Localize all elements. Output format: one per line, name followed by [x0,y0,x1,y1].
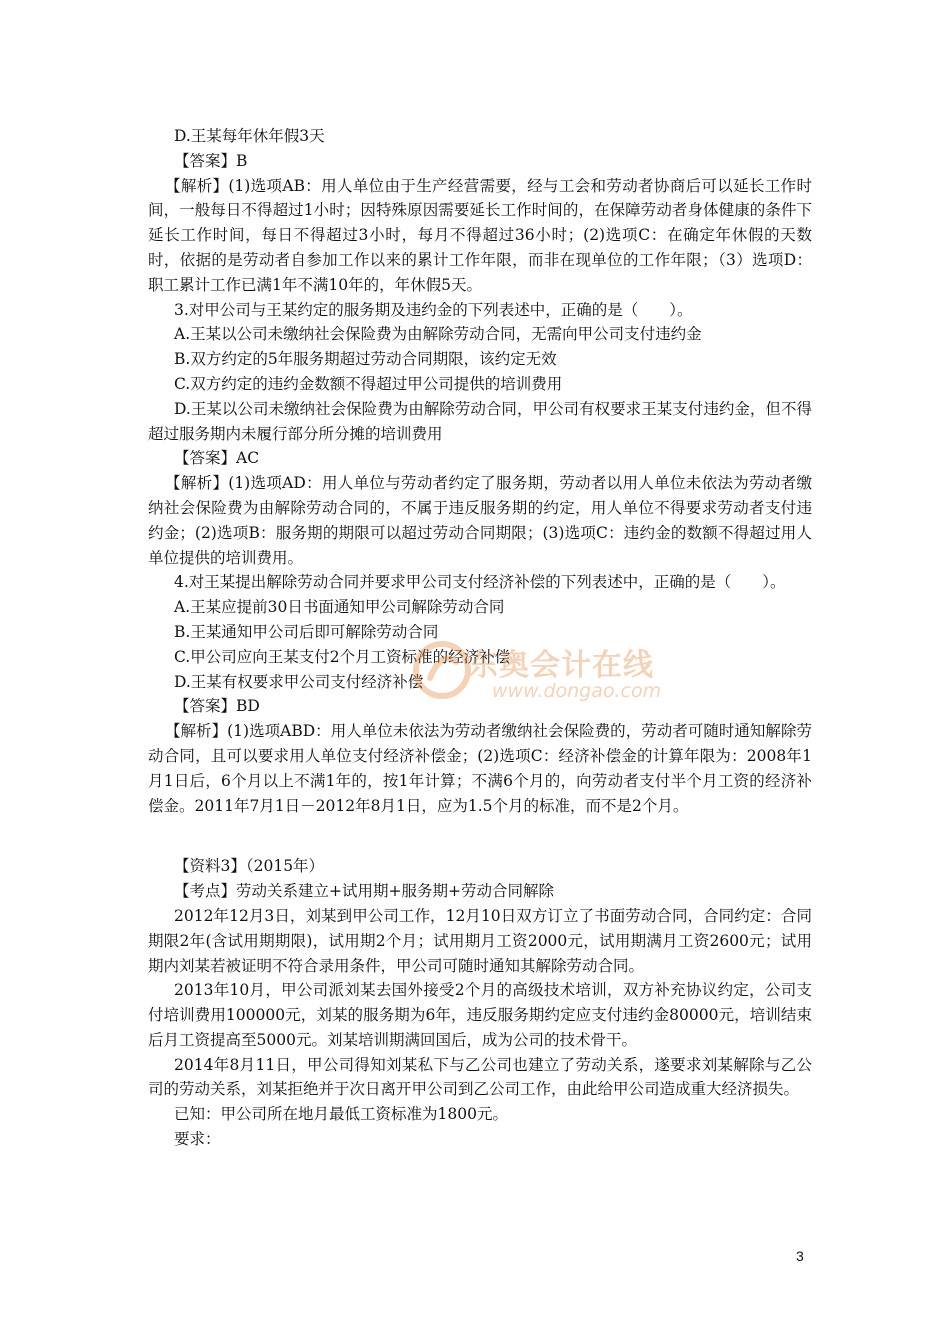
paragraph: 【解析】(1)选项ABD：用人单位未依法为劳动者缴纳社会保险费的，劳动者可随时通知解除劳动合同，且可以要求用人单位支付经济补偿金；(2)选项C：经济补偿金的计算年限为：2008年1月1日后，6个月以上不满1年的，按1年计算；不满6个月的，向劳动者支付半个月工资的经济补偿金。2011年7月1日－2012年8月1日，应为1.5个月的标准，而不是2个月。 [148,722,812,815]
paragraph-gap [148,818,812,854]
watermark-brand: 东奥会计在线 [468,648,654,683]
paragraph: 4.对王某提出解除劳动合同并要求甲公司支付经济补偿的下列表述中，正确的是（ ）。 [174,573,786,592]
paragraph: 【解析】(1)选项AB：用人单位由于生产经营需要，经与工会和劳动者协商后可以延长工作时间，一般每日不得超过1小时；因特殊原因需要延长工作时间的，在保障劳动者身体健康的条件下延长工作时间，每日不得超过3小时，每月不得超过36小时；(2)选项C：在确定年休假的天数时，依据的是劳动者自参加工作以来的累计工作年限，而非在现单位的工作年限；（3）选项D：职工累计工作已满1年不满10年的，年休假5天。 [148,176,812,294]
watermark [412,634,682,724]
paragraph: 2013年10月，甲公司派刘某去国外接受2个月的高级技术培训，双方补充协议约定，公司支付培训费用100000元，刘某的服务期为6年，违反服务期约定应支付违约金80000元，培训结束后月工资提高至5000元。刘某培训期满回国后，成为公司的技术骨干。 [148,981,812,1049]
paragraph: D.王某以公司未缴纳社会保险费为由解除劳动合同，甲公司有权要求王某支付违约金，但不得超过服务期内未履行部分所分摊的培训费用 [148,399,812,443]
watermark-logo-icon [412,640,472,700]
paragraph: 【解析】(1)选项AD：用人单位与劳动者约定了服务期，劳动者以用人单位未依法为劳动者缴纳社会保险费为由解除劳动合同的，不属于违反服务期的约定，用人单位不得要求劳动者支付违约金；(2)选项B：服务期的期限可以超过劳动合同期限；(3)选项C：违约金的数额不得超过用人单位提供的培训费用。 [148,474,812,567]
paragraph: 2012年12月3日，刘某到甲公司工作，12月10日双方订立了书面劳动合同，合同约定：合同期限2年(含试用期期限)，试用期2个月；试用期月工资2000元，试用期满月工资2600元；试用期内刘某若被证明不符合录用条件，甲公司可随时通知其解除劳动合同。 [148,906,812,975]
paragraph: D.王某每年休年假3天 [174,127,325,145]
paragraph: 2014年8月11日，甲公司得知刘某私下与乙公司也建立了劳动关系，遂要求刘某解除与乙公司的劳动关系，刘某拒绝并于次日离开甲公司到乙公司工作，由此给甲公司造成重大经济损失。 [148,1055,812,1099]
paragraph: B.王某通知甲公司后即可解除劳动合同 [174,622,439,641]
page-number: 3 [796,1248,804,1264]
paragraph: D.王某有权要求甲公司支付经济补偿 [174,672,424,691]
watermark-url: www.dongao.com [492,680,662,702]
paragraph: 【答案】AC [174,449,260,468]
paragraph: B.双方约定的5年服务期超过劳动合同期限，该约定无效 [174,350,557,369]
paragraph: A.王某应提前30日书面通知甲公司解除劳动合同 [174,598,505,617]
paragraph: 要求： [174,1130,221,1149]
paragraph: 【考点】劳动关系建立+试用期+服务期+劳动合同解除 [174,882,554,901]
paragraph: A.王某以公司未缴纳社会保险费为由解除劳动合同，无需向甲公司支付违约金 [174,325,702,344]
paragraph: C.双方约定的违约金数额不得超过甲公司提供的培训费用 [174,374,563,393]
paragraph: 【答案】BD [174,697,260,716]
paragraph: 已知：甲公司所在地月最低工资标准为1800元。 [174,1105,508,1124]
paragraph: 3.对甲公司与王某约定的服务期及违约金的下列表述中，正确的是（ ）。 [174,300,693,319]
paragraph: 【答案】B [174,151,248,170]
paragraph: C.甲公司应向王某支付2个月工资标准的经济补偿 [174,647,511,666]
paragraph: 【资料3】（2015年） [174,857,325,876]
